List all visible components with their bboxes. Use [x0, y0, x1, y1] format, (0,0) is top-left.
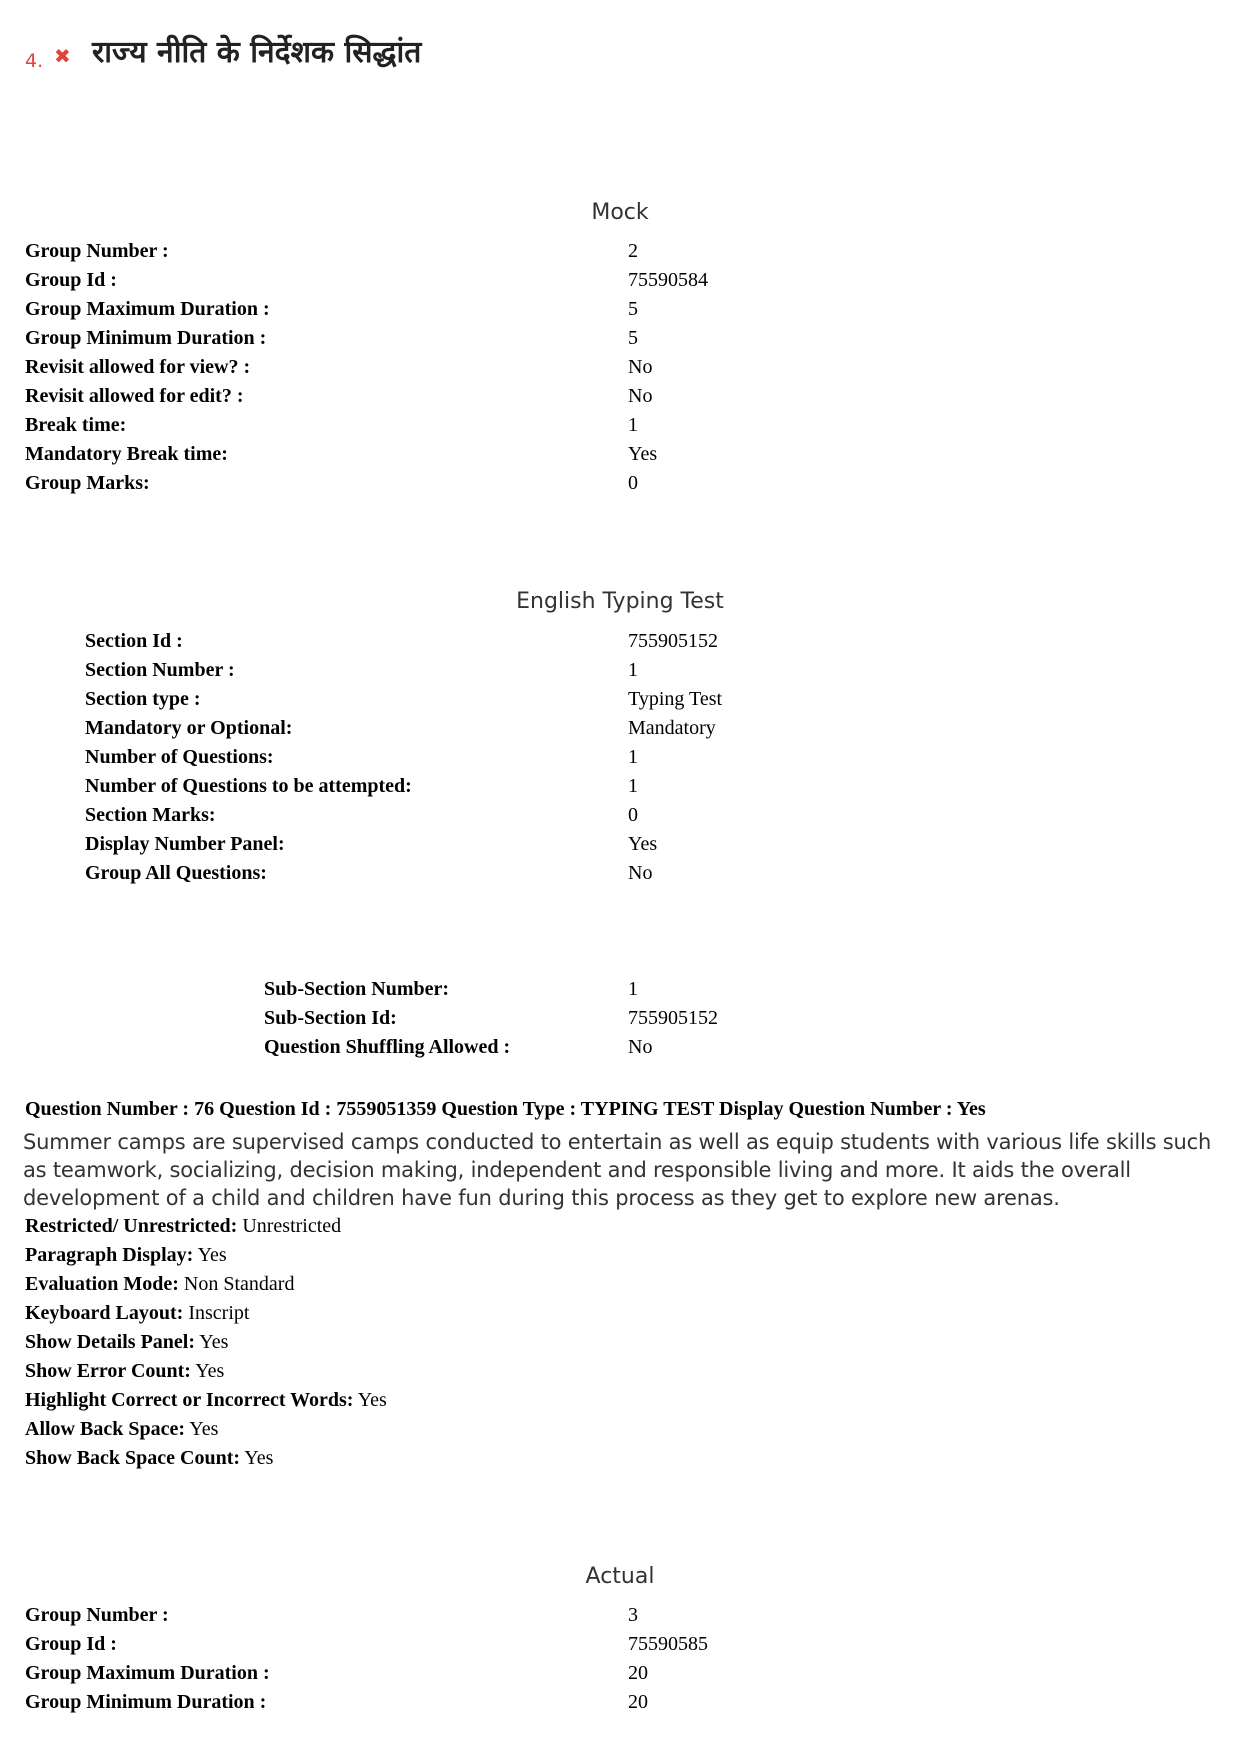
property-label: Evaluation Mode:	[25, 1273, 179, 1295]
row-label: Group Marks:	[25, 472, 150, 494]
row-label: Section Id :	[85, 630, 183, 652]
row-label: Section type :	[85, 688, 201, 710]
row-label: Number of Questions to be attempted:	[85, 775, 412, 797]
property-label: Paragraph Display:	[25, 1244, 194, 1266]
row-label: Group Minimum Duration :	[25, 327, 267, 349]
property-row	[25, 1386, 387, 1415]
row-value: 3	[628, 1604, 638, 1626]
row-label: Display Number Panel:	[85, 833, 285, 855]
property-label: Highlight Correct or Incorrect Words:	[25, 1389, 354, 1411]
row-label: Mandatory or Optional:	[85, 717, 293, 739]
row-label: Section Number :	[85, 659, 235, 681]
property-row	[25, 1212, 341, 1241]
row-label: Revisit allowed for edit? :	[25, 385, 244, 407]
row-value: 5	[628, 327, 638, 349]
property-row	[25, 1328, 228, 1357]
row-label: Group Maximum Duration :	[25, 1662, 270, 1684]
row-label: Group Number :	[25, 1604, 169, 1626]
mock-group-heading: Mock	[591, 200, 649, 225]
row-value: 2	[628, 240, 638, 262]
row-label: Group Maximum Duration :	[25, 298, 270, 320]
property-label: Allow Back Space:	[25, 1418, 185, 1440]
row-value: 75590585	[628, 1633, 708, 1655]
option-number: 4.	[25, 50, 44, 72]
row-value: No	[628, 356, 653, 378]
row-value: 0	[628, 472, 638, 494]
row-value: 20	[628, 1691, 648, 1713]
incorrect-cross-icon: ✖	[54, 44, 71, 68]
property-row	[25, 1241, 227, 1270]
row-label: Mandatory Break time:	[25, 443, 228, 465]
row-value: 755905152	[628, 630, 718, 652]
property-value: Non Standard	[178, 1273, 295, 1295]
row-label: Sub-Section Id:	[264, 1007, 397, 1029]
option-text: राज्य नीति के निर्देशक सिद्धांत	[92, 35, 422, 70]
property-value: Yes	[195, 1331, 229, 1353]
row-value: 75590584	[628, 269, 708, 291]
property-label: Show Error Count:	[25, 1360, 191, 1382]
row-value: No	[628, 862, 653, 884]
row-value: 1	[628, 746, 638, 768]
row-value: Mandatory	[628, 717, 716, 739]
row-label: Group All Questions:	[85, 862, 267, 884]
row-value: 1	[628, 775, 638, 797]
row-value: 0	[628, 804, 638, 826]
property-label: Keyboard Layout:	[25, 1302, 184, 1324]
row-value: 1	[628, 978, 638, 1000]
row-value: Yes	[628, 833, 658, 855]
property-value: Yes	[353, 1389, 387, 1411]
section-heading: English Typing Test	[516, 589, 724, 614]
property-label: Restricted/ Unrestricted:	[25, 1215, 238, 1237]
row-label: Group Minimum Duration :	[25, 1691, 267, 1713]
property-label: Show Back Space Count:	[25, 1447, 241, 1469]
property-value: Yes	[240, 1447, 274, 1469]
actual-group-heading: Actual	[585, 1564, 655, 1589]
row-value: No	[628, 385, 653, 407]
row-label: Group Number :	[25, 240, 169, 262]
row-label: Revisit allowed for view? :	[25, 356, 251, 378]
property-value: Yes	[185, 1418, 219, 1440]
row-label: Break time:	[25, 414, 127, 436]
property-value: Yes	[190, 1360, 225, 1382]
question-header: Question Number : 76 Question Id : 7559051359 Question Type : TYPING TEST Display Question Number : Yes	[25, 1098, 986, 1120]
property-row	[25, 1415, 218, 1444]
property-row	[25, 1270, 294, 1299]
typing-paragraph: Summer camps are supervised camps conducted to entertain as well as equip students with various life skills such as teamwork, socializing, decision making, independent and responsible living and more. It aids the overall development of a child and children have fun during this process as they get to explore new arenas.	[23, 1130, 1212, 1210]
row-value: Yes	[628, 443, 658, 465]
row-label: Group Id :	[25, 1633, 117, 1655]
row-value: 20	[628, 1662, 648, 1684]
row-label: Sub-Section Number:	[264, 978, 450, 1000]
row-label: Number of Questions:	[85, 746, 274, 768]
property-value: Inscript	[183, 1302, 250, 1324]
row-value: 755905152	[628, 1007, 718, 1029]
row-value: 1	[628, 414, 638, 436]
property-label: Show Details Panel:	[25, 1331, 195, 1353]
row-value: No	[628, 1036, 653, 1058]
row-value: Typing Test	[628, 688, 723, 710]
property-row	[25, 1357, 224, 1386]
row-value: 5	[628, 298, 638, 320]
property-value: Unrestricted	[237, 1215, 342, 1237]
property-value: Yes	[193, 1244, 227, 1266]
property-row	[25, 1299, 249, 1328]
row-value: 1	[628, 659, 638, 681]
row-label: Question Shuffling Allowed :	[264, 1036, 511, 1058]
row-label: Section Marks:	[85, 804, 216, 826]
row-label: Group Id :	[25, 269, 117, 291]
property-row	[25, 1444, 273, 1473]
